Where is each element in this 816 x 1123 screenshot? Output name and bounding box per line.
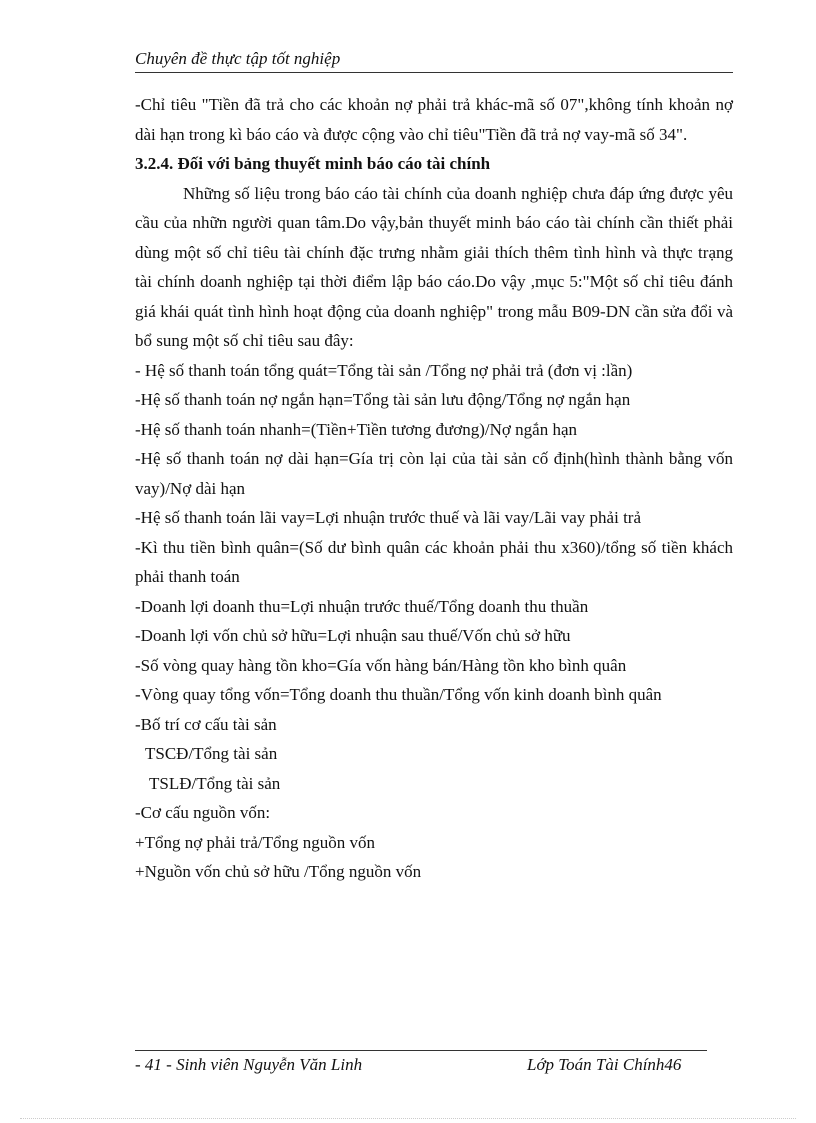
page-header: Chuyên đề thực tập tốt nghiệp [135, 48, 733, 73]
list-item: -Số vòng quay hàng tồn kho=Gía vốn hàng bán/Hàng tồn kho bình quân [135, 655, 627, 675]
sub-item-tscd: TSCĐ/Tổng tài sản [145, 744, 278, 763]
list-item: -Doanh lợi doanh thu=Lợi nhuận trước thuế/Tổng doanh thu thuần [135, 596, 589, 616]
list-item: -Hệ số thanh toán nợ dài hạn=Gía trị còn lại của tài sản cố định(hình thành bằng vốn vay)/Nợ dài hạn [135, 449, 733, 498]
list-item: -Hệ số thanh toán nợ ngắn hạn=Tổng tài sản lưu động/Tổng nợ ngắn hạn [135, 390, 631, 409]
list-item: +Nguồn vốn chủ sở hữu /Tổng nguồn vốn [135, 862, 422, 881]
footer-divider [135, 1050, 707, 1051]
list-item: -Kì thu tiền bình quân=(Số dư bình quân các khoản phải thu x360)/tổng số tiền khách phải thanh toán [135, 537, 733, 586]
paragraph-cash-paid: -Chỉ tiêu "Tiền đã trả cho các khoản nợ phải trả khác-mã số 07",không tính khoản nợ dài hạn trong kì báo cáo và được cộng vào chỉ tiêu"Tiền đã trả nợ vay-mã số 34". [135, 95, 733, 144]
list-item: -Hệ số thanh toán lãi vay=Lợi nhuận trước thuế và lãi vay/Lãi vay phải trả [135, 508, 642, 527]
footer-class: Lớp Toán Tài Chính46 [527, 1055, 682, 1074]
footer-student: - 41 - Sinh viên Nguyễn Văn Linh [135, 1055, 363, 1074]
sub-item-tsld: TSLĐ/Tổng tài sản [149, 773, 281, 793]
list-item: -Bố trí cơ cấu tài sản [135, 714, 277, 734]
list-item: -Doanh lợi vốn chủ sở hữu=Lợi nhuận sau thuế/Vốn chủ sở hữu [135, 626, 571, 645]
list-item: -Vòng quay tổng vốn=Tổng doanh thu thuần/Tổng vốn kinh doanh bình quân [135, 685, 662, 704]
list-item: - Hệ số thanh toán tổng quát=Tổng tài sản /Tổng nợ phải trả (đơn vị :lần) [135, 360, 633, 380]
paragraph-intro: Những số liệu trong báo cáo tài chính của doanh nghiệp chưa đáp ứng được yêu cầu của nhữn người quan tâm.Do vậy,bản thuyết minh báo cáo tài chính cần thiết phải dùng một số chỉ tiêu tài chính đặc trưng nhằm giải thích thêm tình hình và thực trạng tài chính doanh nghiệp tại thời điểm lập báo cáo.Do vậy ,mục 5:"Một số chỉ tiêu đánh giá khái quát tình hình hoạt động của doanh nghiệp" trong mẫu B09-DN cần sửa đổi và bổ sung một số chỉ tiêu sau đây: [135, 183, 733, 350]
list-item: -Cơ cấu nguồn vốn: [135, 803, 271, 822]
list-item: +Tổng nợ phải trả/Tổng nguồn vốn [135, 832, 376, 852]
page-bottom-edge [20, 1118, 796, 1119]
list-item: -Hệ số thanh toán nhanh=(Tiền+Tiền tương đương)/Nợ ngắn hạn [135, 419, 577, 439]
document-body [135, 90, 733, 887]
section-heading: 3.2.4. Đối với bảng thuyết minh báo cáo tài chính [135, 154, 491, 173]
